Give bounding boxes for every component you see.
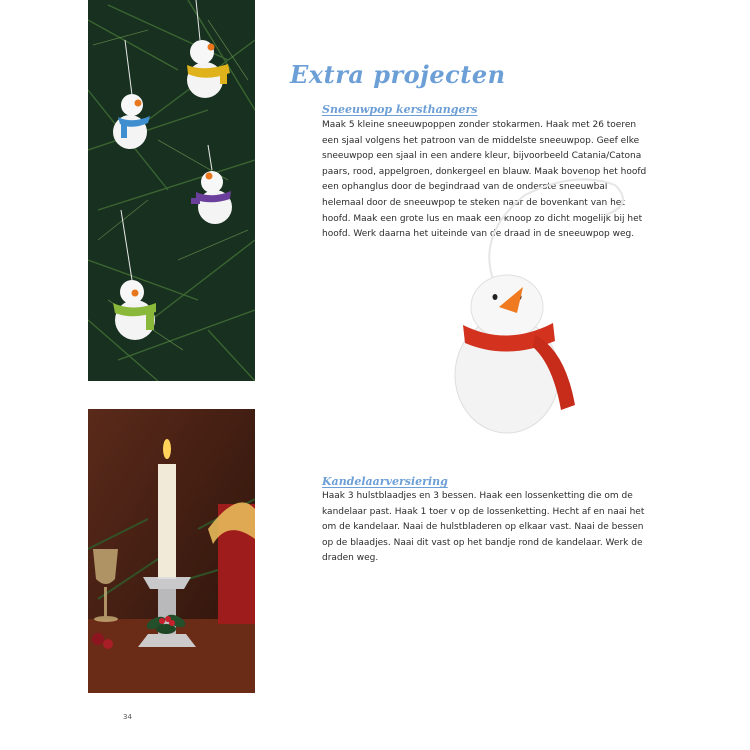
page-number: 34 [123, 713, 132, 721]
section-heading-candle: Kandelaarversiering [322, 475, 448, 488]
section-heading-ornaments: Sneeuwpop kersthangers [322, 103, 478, 116]
section-body-candle: Haak 3 hulstblaadjes en 3 bessen. Haak een lossenketting die om de kandelaar past. Haak 1 toer v op de lossenketting. Hecht af en naai het om de kandelaar. Naai de hulstbladeren op elkaar vast. Naai de bessen op de blaadjes. Naai dit vast op het bandje rond de kandelaar. Werk de draden weg. [322, 491, 645, 564]
section-body-ornaments: Maak 5 kleine sneeuwpoppen zonder stokarmen. Haak met 26 toeren een sjaal volgens het patroon van de middelste sneeuwpop. Geef elke sneeuwpop een sjaal in een andere kleur, bijvoorbeeld Catania/Catona paars, rood, appelgroen, donkergeel en blauw. Maak bovenop het hoofd een ophanglus door de begindraad van de onderste sneeuwbal helemaal door de sneeuwpop te steken naar de bovenkant van het hoofd. Maak een grote lus en maak een knoop zo dicht mogelijk bij het hoofd. Werk daarna het uiteinde van de draad in de sneeuwpop weg. [322, 120, 647, 240]
snowman-ornaments-photo [88, 0, 255, 381]
snowman-red-scarf-photo [435, 175, 655, 440]
page-title: Extra projecten [290, 60, 506, 89]
candle-holder-photo [88, 409, 255, 693]
